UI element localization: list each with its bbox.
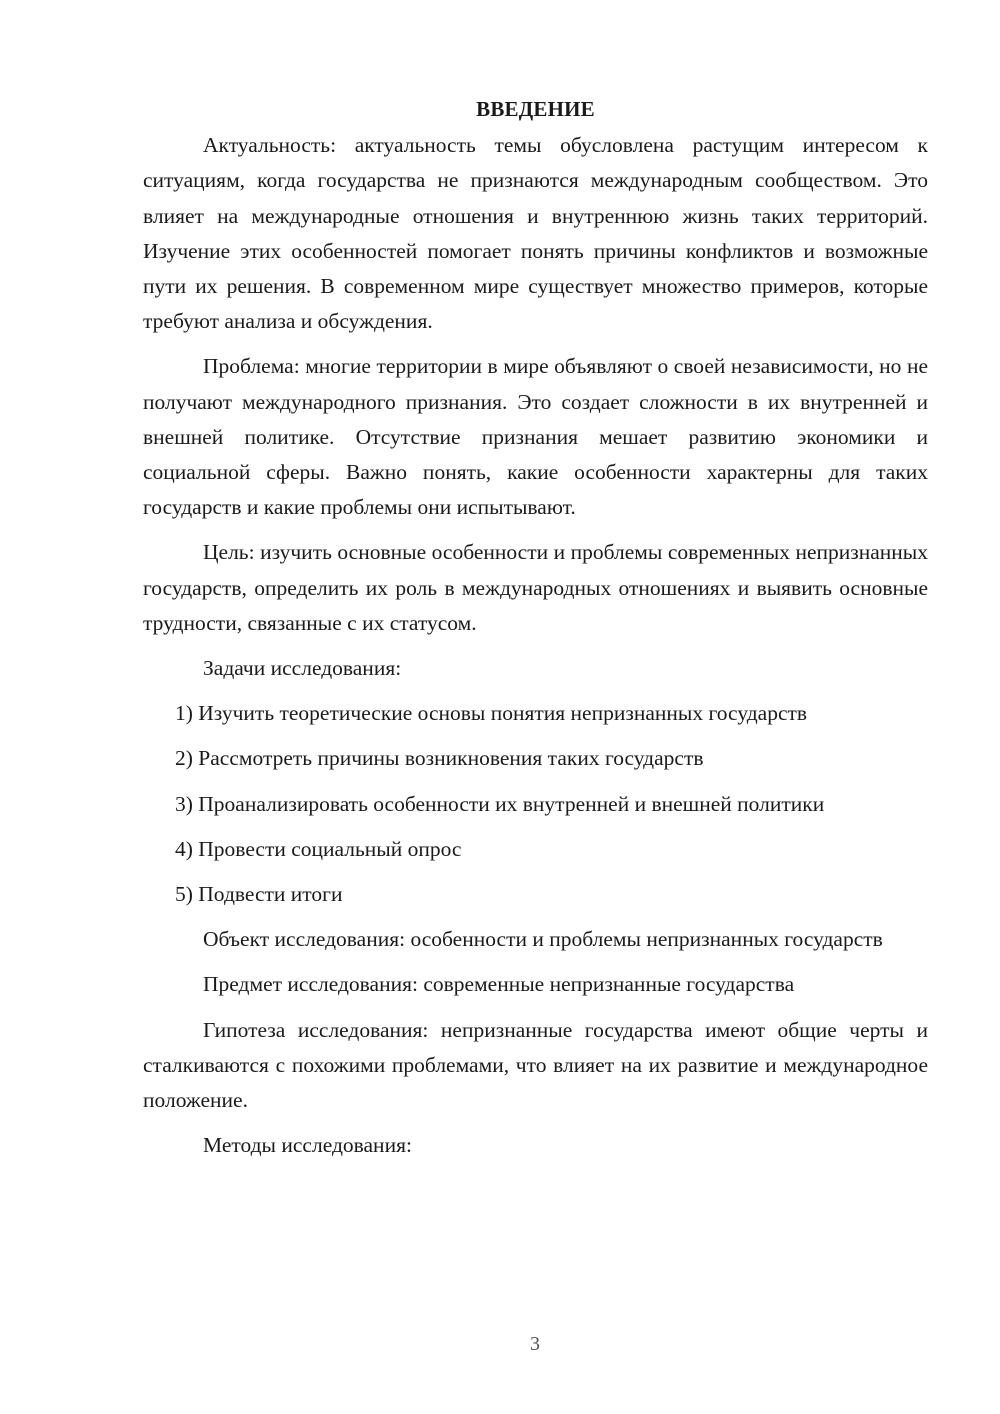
page-number: 3 [530, 1333, 540, 1355]
list-item: 2) Рассмотреть причины возникновения таких государств [175, 746, 704, 771]
problem-paragraph: Проблема: многие территории в мире объявляют о своей независимости, но не получают международного признания. Это создает сложности в их внутренней и внешней политике. Отсутствие признания мешает развитию экономики и социальной сферы. Важно понять, какие особенности характерны для таких государств и какие проблемы они испытывают. [143, 354, 928, 520]
hypothesis-paragraph: Гипотеза исследования: непризнанные государства имеют общие черты и сталкиваются с похожими проблемами, что влияет на их развитие и международное положение. [143, 1017, 928, 1113]
object-paragraph: Объект исследования: особенности и проблемы непризнанных государств [203, 927, 883, 952]
tasks-list [143, 696, 928, 912]
page-content [143, 92, 928, 1173]
goal-paragraph: Цель: изучить основные особенности и проблемы современных непризнанных государств, определить их роль в международных отношениях и выявить основные трудности, связанные с их статусом. [143, 540, 928, 635]
subject-paragraph: Предмет исследования: современные непризнанные государства [203, 972, 795, 997]
tasks-heading: Задачи исследования: [203, 656, 402, 681]
list-item: 1) Изучить теоретические основы понятия непризнанных государств [175, 701, 808, 726]
list-item: 3) Проанализировать особенности их внутренней и внешней политики [175, 791, 825, 816]
methods-heading: Методы исследования: [203, 1133, 412, 1158]
section-title: ВВЕДЕНИЕ [476, 97, 595, 121]
list-item: 5) Подвести итоги [175, 882, 343, 907]
list-item: 4) Провести социальный опрос [175, 836, 462, 861]
relevance-paragraph: Актуальность: актуальность темы обусловлена растущим интересом к ситуациям, когда государства не признаются международным сообществом. Это влияет на международные отношения и внутреннюю жизнь таких территорий. Изучение этих особенностей помогает понять причины конфликтов и возможные пути их решения. В современном мире существует множество примеров, которые требуют анализа и обсуждения. [143, 133, 928, 334]
